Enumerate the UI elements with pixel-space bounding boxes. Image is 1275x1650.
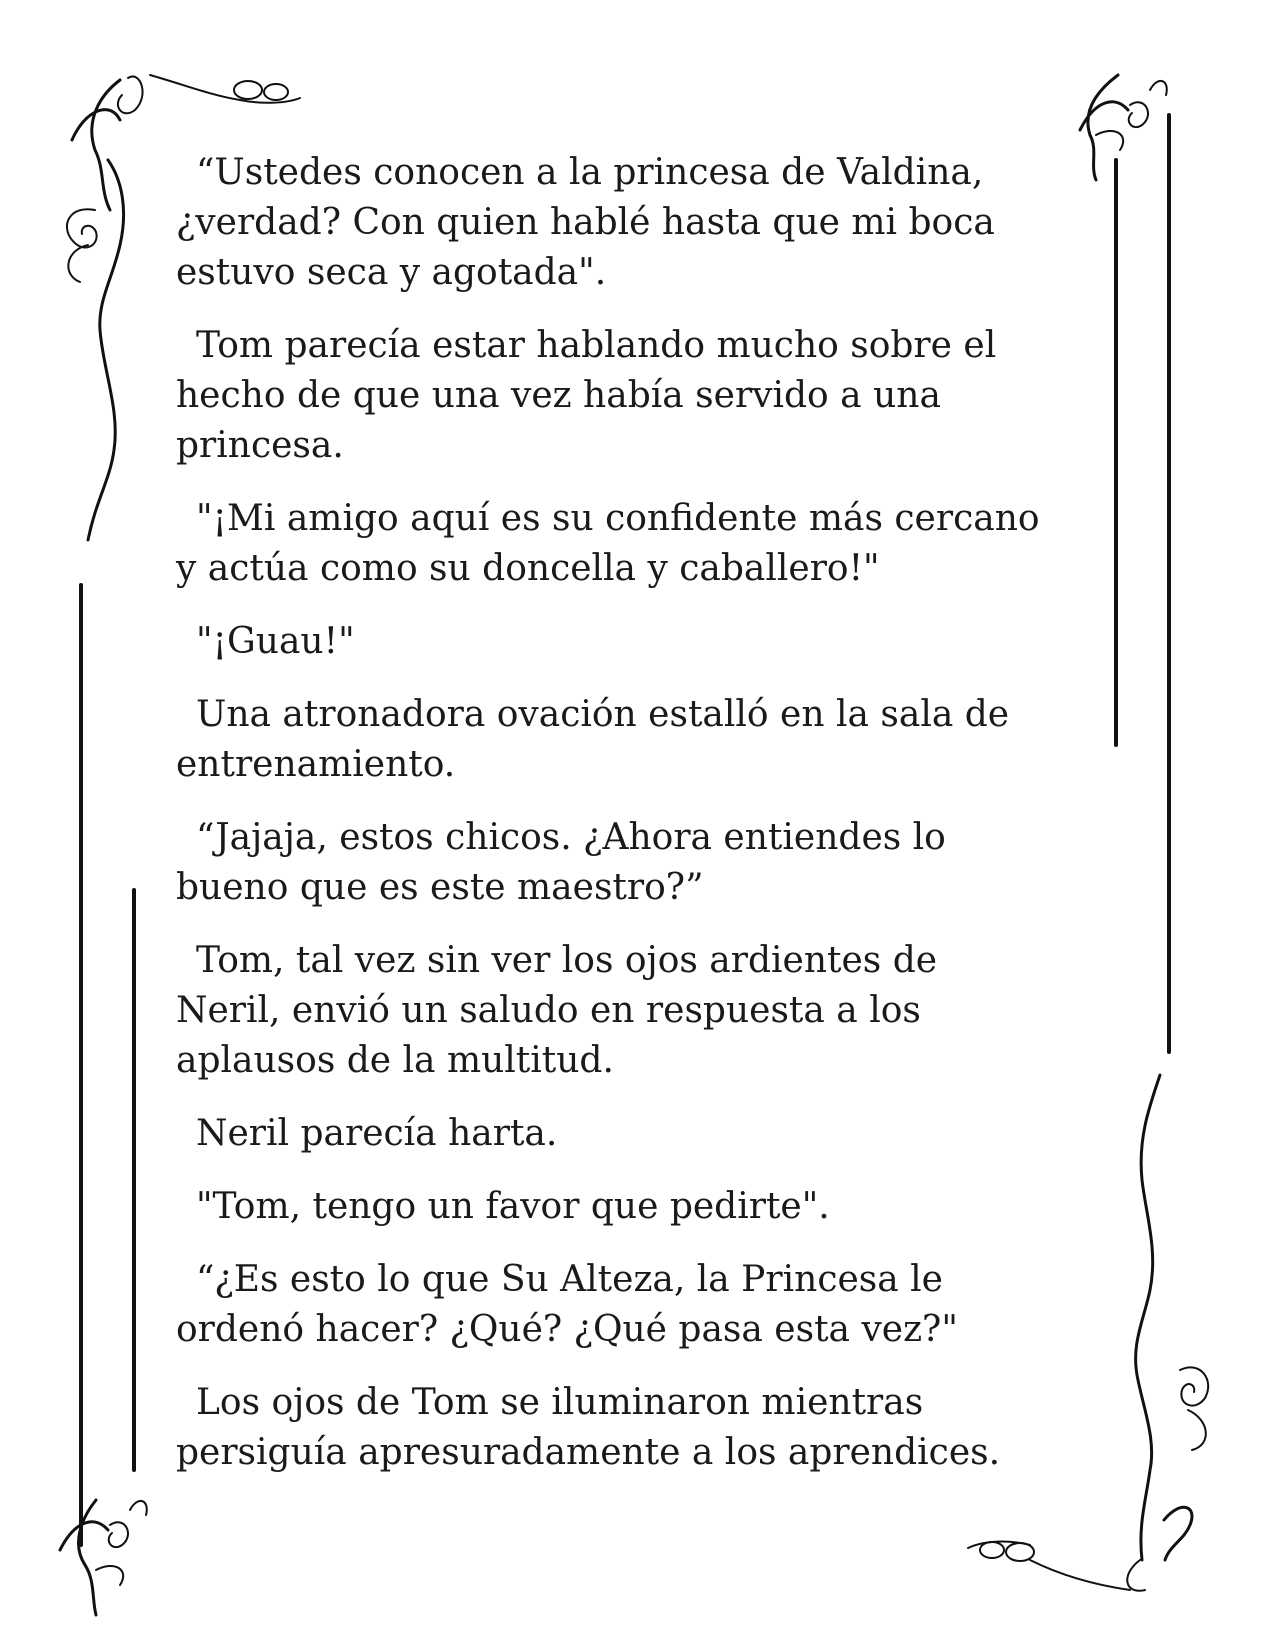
- text-line: hecho de que una vez había servido a una: [176, 375, 941, 416]
- paragraph: [176, 690, 1076, 790]
- paragraph: [176, 148, 1076, 298]
- text-line: princesa.: [176, 425, 344, 466]
- paragraph: [176, 1182, 1076, 1232]
- text-line: Neril parecía harta.: [196, 1113, 558, 1154]
- paragraph: [176, 1255, 1076, 1355]
- text-line: Neril, envió un saludo en respuesta a los: [176, 990, 921, 1031]
- text-line: "Tom, tengo un favor que pedirte".: [196, 1186, 830, 1227]
- text-line: "¡Guau!": [196, 621, 355, 662]
- top-right-flourish: [1080, 75, 1167, 180]
- text-line: Tom, tal vez sin ver los ojos ardientes de: [196, 940, 938, 981]
- bottom-left-flourish: [60, 1500, 147, 1615]
- paragraph: [176, 494, 1076, 594]
- paragraph: [176, 1109, 1076, 1159]
- text-line: Los ojos de Tom se iluminaron mientras: [196, 1382, 924, 1423]
- text-line: “¿Es esto lo que Su Alteza, la Princesa le: [196, 1259, 943, 1300]
- text-line: “Ustedes conocen a la princesa de Valdina,: [196, 152, 984, 193]
- text-line: Tom parecía estar hablando mucho sobre el: [196, 325, 997, 366]
- text-line: Una atronadora ovación estalló en la sala de: [196, 694, 1010, 735]
- paragraph: [176, 321, 1076, 471]
- paragraph: [176, 1378, 1076, 1478]
- text-line: aplausos de la multitud.: [176, 1040, 614, 1081]
- paragraph: [176, 617, 1076, 667]
- text-line: entrenamiento.: [176, 744, 456, 785]
- text-line: ¿verdad? Con quien hablé hasta que mi boca: [176, 202, 995, 243]
- text-line: "¡Mi amigo aquí es su confidente más cercano: [196, 498, 1040, 539]
- text-line: y actúa como su doncella y caballero!": [176, 548, 880, 589]
- paragraph: [176, 936, 1076, 1086]
- text-line: persiguía apresuradamente a los aprendices.: [176, 1432, 1001, 1473]
- text-line: estuvo seca y agotada".: [176, 252, 607, 293]
- text-line: bueno que es este maestro?”: [176, 867, 704, 908]
- paragraph: [176, 813, 1076, 913]
- story-text: [176, 148, 1076, 1501]
- text-line: “Jajaja, estos chicos. ¿Ahora entiendes lo: [196, 817, 946, 858]
- text-line: ordenó hacer? ¿Qué? ¿Qué pasa esta vez?": [176, 1309, 958, 1350]
